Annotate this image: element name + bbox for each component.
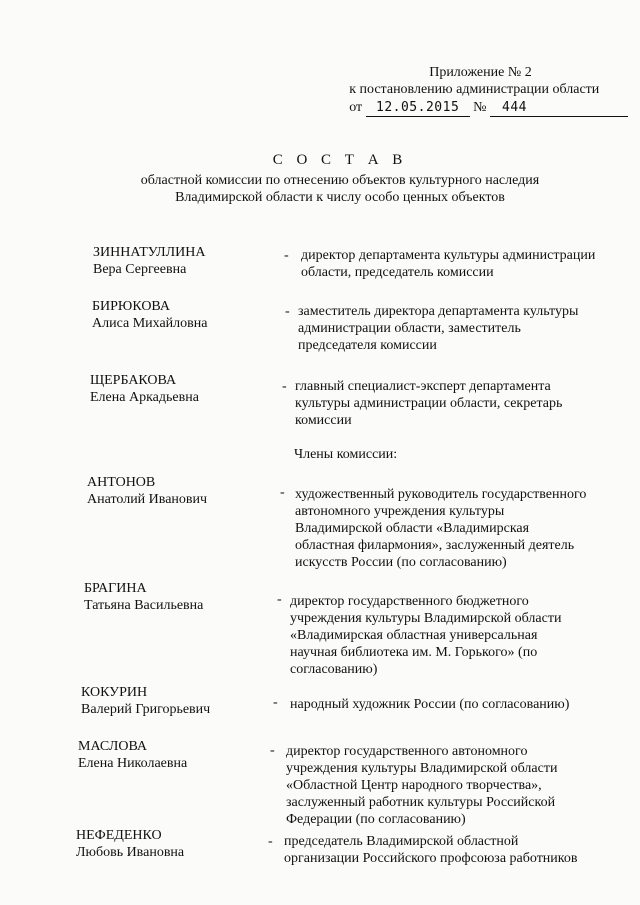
title-heading: С О С Т А В [272,152,408,168]
member-name-block [87,474,207,508]
member-given-name: Любовь Ивановна [76,845,185,860]
dash-separator: - [277,592,282,607]
member-surname: АНТОНОВ [87,475,156,490]
member-role: директор департамента культуры администрации области, председатель комиссии [301,248,596,280]
member-role: народный художник России (по согласованию) [290,697,570,712]
member-given-name: Валерий Григорьевич [81,702,211,717]
member-surname: МАСЛОВА [78,739,148,754]
title-line-1: областной комиссии по отнесению объектов культурного наследия [140,173,540,188]
date-prefix: от [349,100,363,115]
member-surname: БРАГИНА [84,581,147,596]
dash-separator: - [273,695,278,710]
appendix-block [349,64,628,117]
member-role: председатель Владимирской областной организации Российского профсоюза работников [284,834,578,866]
member-name-block [78,738,187,772]
member-given-name: Елена Николаевна [78,756,188,771]
document-title [0,152,640,206]
member-name-block [81,684,210,718]
member-role: заместитель директора департамента культуры администрации области, заместитель председателя комиссии [298,304,579,353]
member-given-name: Елена Аркадьевна [90,390,199,405]
member-role: директор государственного автономного учреждения культуры Владимирской области «Областной Центр народного творчества», заслуженный работник культуры Российской Федерации (по согласованию) [286,744,558,827]
dash-separator: - [268,834,273,849]
member-name-block [84,580,203,614]
title-line-2: Владимирской области к числу особо ценных объектов [175,190,505,205]
member-name-block [76,827,184,861]
member-given-name: Татьяна Васильевна [84,598,204,613]
date-field: 12.05.2015 [366,99,470,117]
member-role: директор государственного бюджетного учреждения культуры Владимирской области «Владимирская областная универсальная научная библиотека им. М. Горького» (по согласованию) [290,594,562,677]
member-surname: ЩЕРБАКОВА [90,373,177,388]
member-role: художественный руководитель государственного автономного учреждения культуры Владимирской области «Владимирская областная филармония», заслуженный деятель искусств России (по согласованию) [295,487,587,570]
appendix-title: Приложение № 2 [429,65,532,80]
dash-separator: - [270,743,275,758]
member-role: главный специалист-эксперт департамента культуры администрации области, секретарь комиссии [295,379,563,428]
member-surname: КОКУРИН [81,685,148,700]
dash-separator: - [282,379,287,394]
member-name-block [93,244,205,278]
dash-separator: - [285,304,290,319]
dash-separator: - [284,248,289,263]
number-field: 444 [490,99,628,117]
member-given-name: Вера Сергеевна [93,262,187,277]
member-surname: ЗИННАТУЛЛИНА [93,245,206,260]
member-given-name: Анатолий Иванович [87,492,208,507]
member-name-block [90,372,199,406]
member-given-name: Алиса Михайловна [92,316,208,331]
appendix-date-line [349,99,628,117]
member-surname: БИРЮКОВА [92,299,170,314]
member-surname: НЕФЕДЕНКО [76,828,162,843]
appendix-subtitle: к постановлению администрации области [349,82,600,97]
number-prefix: № [473,100,487,115]
dash-separator: - [280,485,285,500]
members-heading: Члены комиссии: [294,447,398,462]
member-name-block [92,298,207,332]
